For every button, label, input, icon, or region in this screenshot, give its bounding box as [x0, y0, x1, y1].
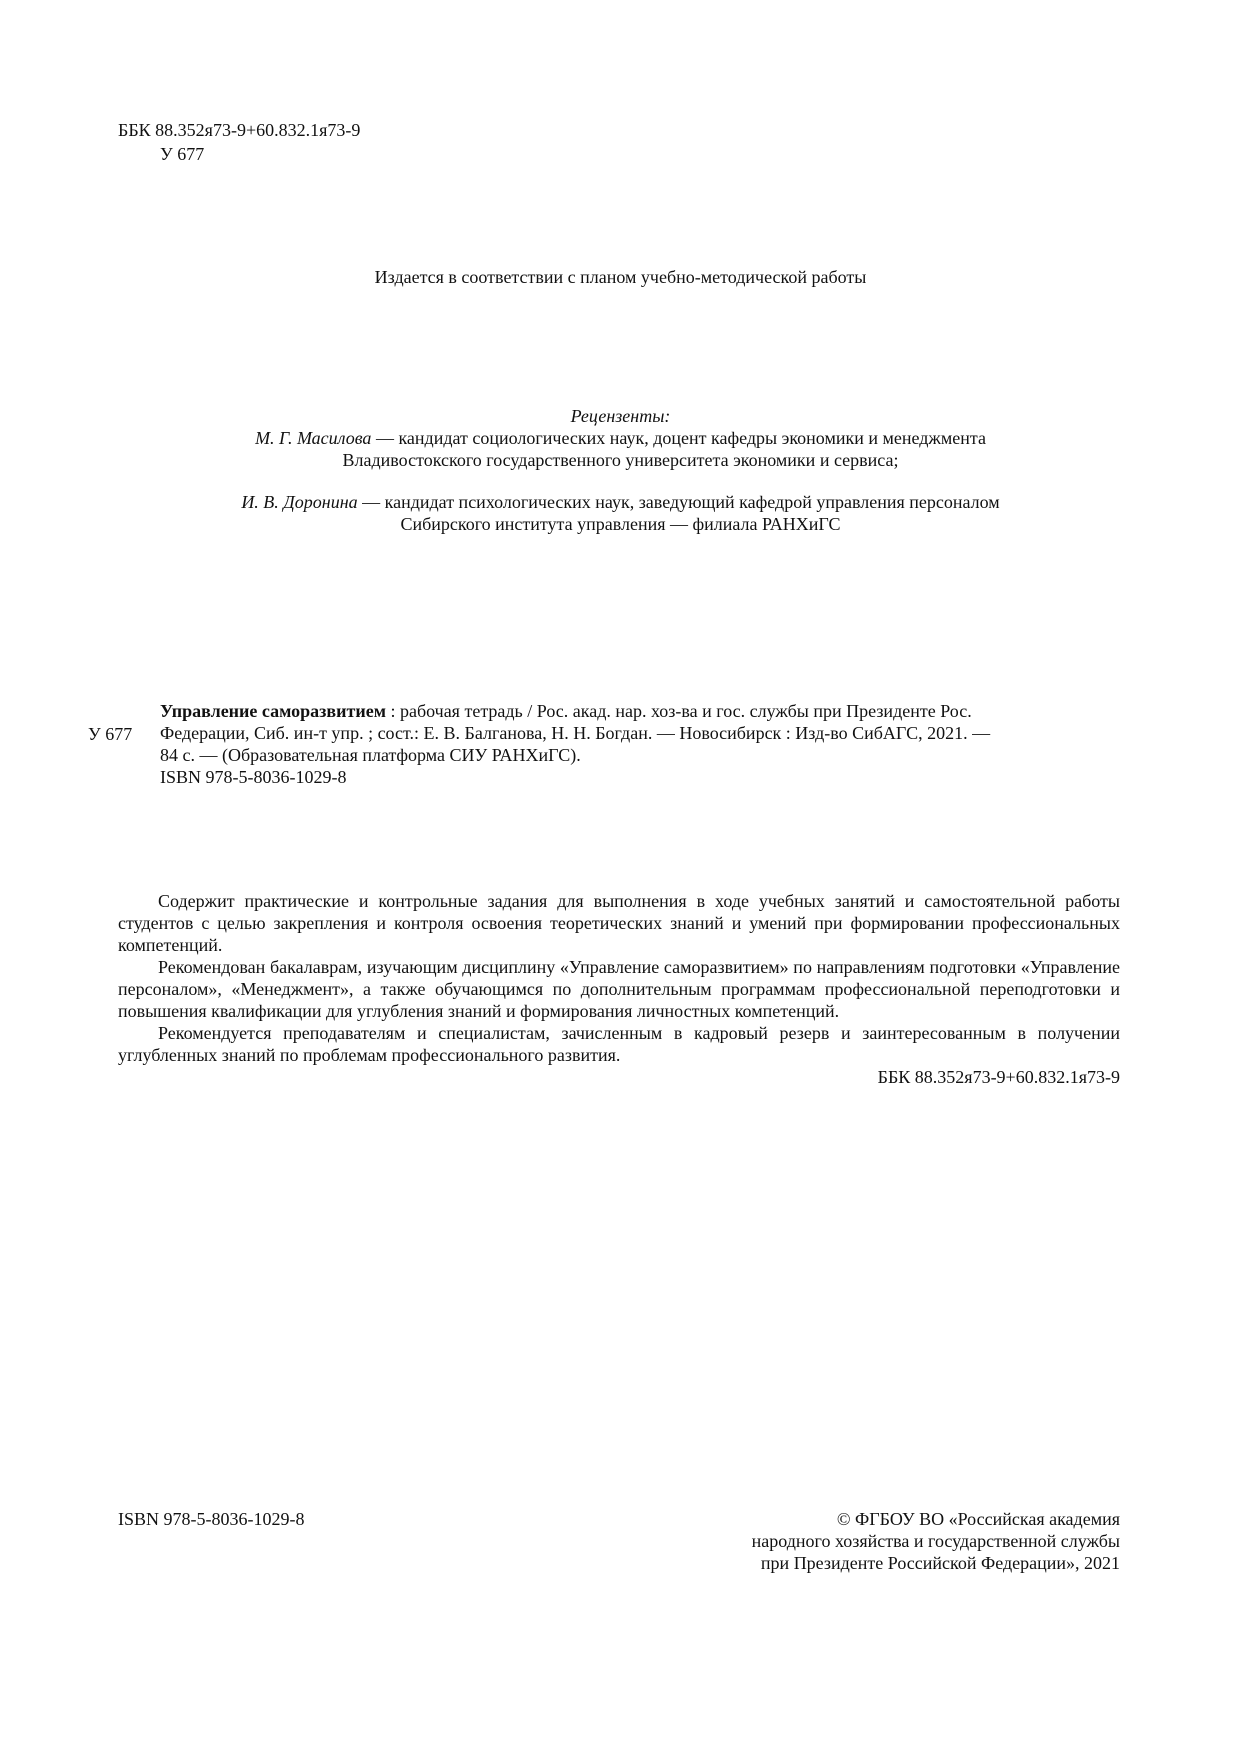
- annotation-p1: Содержит практические и контрольные задания для выполнения в ходе учебных занятий и самостоятельной работы студентов с целью закрепления и контроля освоения теоретических знаний и умений при формировании профессиональных компетенций.: [118, 891, 1120, 955]
- reviewer-2-name: И. В. Доронина: [241, 492, 358, 512]
- reviewers-title: Рецензенты:: [570, 406, 671, 426]
- annotation: [118, 890, 1120, 1088]
- annotation-bbk: ББК 88.352я73-9+60.832.1я73-9: [877, 1067, 1120, 1087]
- biblio-title: Управление саморазвитием: [160, 701, 386, 721]
- biblio-line3: 84 с. — (Образовательная платформа СИУ РАНХиГС).: [160, 745, 581, 765]
- author-mark: У 677: [160, 144, 205, 164]
- reviewers-section: [0, 405, 1241, 535]
- copyright-line3: при Президенте Российской Федерации», 2021: [760, 1553, 1120, 1573]
- reviewer-1-line1: [0, 427, 1241, 449]
- biblio-line1: [160, 700, 1120, 722]
- reviewer-1-desc: — кандидат социологических наук, доцент кафедры экономики и менеджмента: [371, 428, 986, 448]
- biblio-mark: У 677: [88, 724, 133, 744]
- reviewer-2-line2: Сибирского института управления — филиала РАНХиГС: [400, 514, 841, 534]
- copyright-line2: народного хозяйства и государственной службы: [751, 1531, 1120, 1551]
- biblio-record: [160, 700, 1120, 788]
- copyright-line1: © ФГБОУ ВО «Российская академия: [836, 1509, 1120, 1529]
- copyright: [752, 1508, 1120, 1574]
- reviewer-2-line1: [0, 491, 1241, 513]
- reviewer-2-desc: — кандидат психологических наук, заведующий кафедрой управления персоналом: [357, 492, 1000, 512]
- bbk-code: ББК 88.352я73-9+60.832.1я73-9: [118, 120, 361, 140]
- annotation-p2: Рекомендован бакалаврам, изучающим дисциплину «Управление саморазвитием» по направлениям подготовки «Управление персоналом», «Менеджмент», а также обучающимся по дополнительным программам профессиональной переподготовки и повышения квалификации для углубления знаний и формирования личностных компетенций.: [118, 957, 1120, 1021]
- footer-isbn: ISBN 978-5-8036-1029-8: [118, 1509, 305, 1529]
- biblio-line1-rest: : рабочая тетрадь / Рос. акад. нар. хоз-ва и гос. службы при Президенте Рос.: [385, 701, 972, 721]
- reviewer-1-line2: Владивостокского государственного университета экономики и сервиса;: [342, 450, 899, 470]
- biblio-line2: Федерации, Сиб. ин-т упр. ; сост.: Е. В. Балганова, Н. Н. Богдан. — Новосибирск : Изд-во СибАГС, 2021. —: [160, 723, 991, 743]
- annotation-p3: Рекомендуется преподавателям и специалистам, зачисленным в кадровый резерв и заинтересованным в получении углубленных знаний по проблемам профессионального развития.: [118, 1023, 1120, 1065]
- reviewer-1-name: М. Г. Масилова: [255, 428, 372, 448]
- biblio-isbn: ISBN 978-5-8036-1029-8: [160, 767, 347, 787]
- publish-note: Издается в соответствии с планом учебно-методической работы: [374, 267, 867, 287]
